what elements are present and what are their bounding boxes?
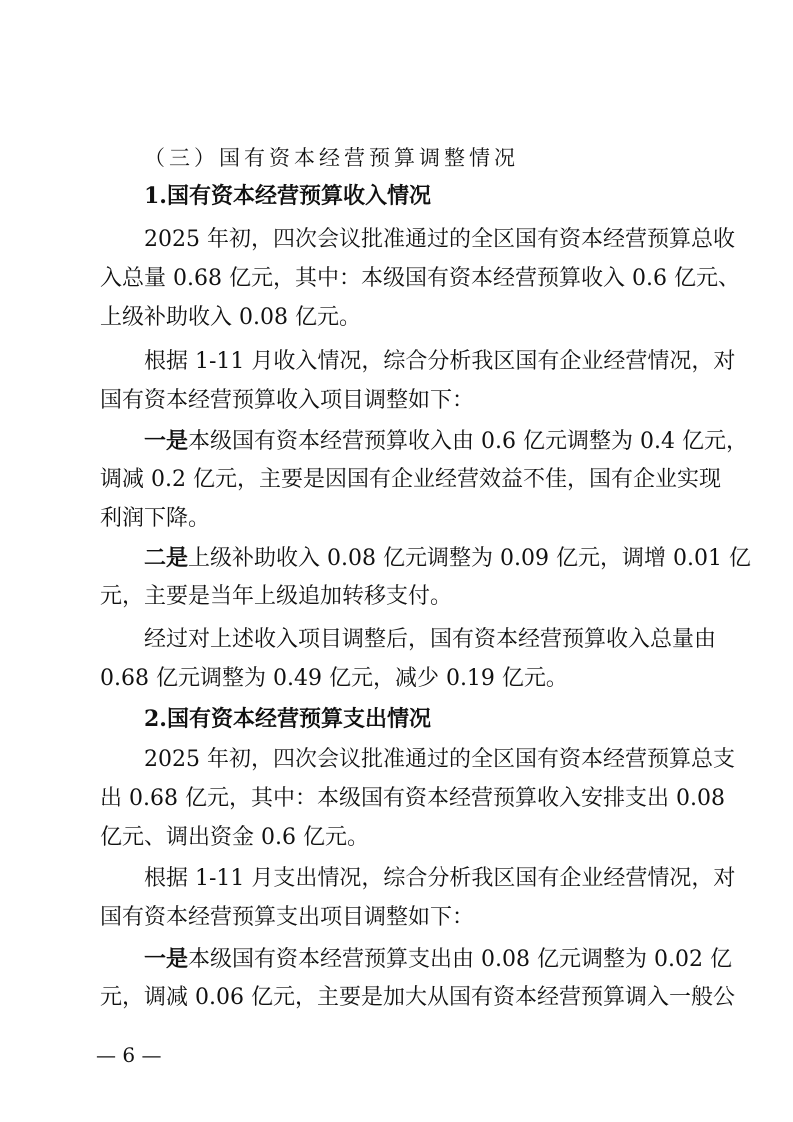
part1-item1-line3: 利润下降。 xyxy=(100,506,211,531)
part2-para2-line1: 根据 1-11 月支出情况，综合分析我区国有企业经营情况，对 xyxy=(144,866,736,891)
item-text: 本级国有资本经营预算收入由 0.6 亿元调整为 0.4 亿元， xyxy=(188,429,748,454)
item-text: 本级国有资本经营预算支出由 0.08 亿元调整为 0.02 亿 xyxy=(188,947,732,972)
part1-para2-line1: 根据 1-11 月收入情况，综合分析我区国有企业经营情况，对 xyxy=(144,349,736,374)
item-lead: 一是 xyxy=(144,946,189,972)
part1-item2-line1 xyxy=(144,539,751,577)
part1-item1-line2: 调减 0.2 亿元，主要是因国有企业经营效益不佳，国有企业实现 xyxy=(100,467,721,492)
part1-para3-line1: 经过对上述收入项目调整后，国有资本经营预算收入总量由 xyxy=(144,627,717,652)
part2-heading: 2.国有资本经营预算支出情况 xyxy=(144,706,431,732)
item-lead: 二是 xyxy=(144,545,189,571)
section-title: （三）国有资本经营预算调整情况 xyxy=(144,146,519,170)
item-lead: 一是 xyxy=(144,428,189,454)
part1-item2-line2: 元，主要是当年上级追加转移支付。 xyxy=(100,584,453,609)
part1-heading: 1.国有资本经营预算收入情况 xyxy=(144,183,431,209)
part1-para1-line3: 上级补助收入 0.08 亿元。 xyxy=(100,305,361,330)
page-number: — 6 — xyxy=(96,1043,162,1067)
part1-para3-line2: 0.68 亿元调整为 0.49 亿元，减少 0.19 亿元。 xyxy=(100,666,568,691)
part2-para1-line2: 出 0.68 亿元，其中：本级国有资本经营预算收入安排支出 0.08 xyxy=(100,786,725,811)
part2-item1-line1 xyxy=(144,940,732,978)
part1-para1-line2: 入总量 0.68 亿元，其中：本级国有资本经营预算收入 0.6 亿元、 xyxy=(100,266,740,291)
part1-para1-line1: 2025 年初，四次会议批准通过的全区国有资本经营预算总收 xyxy=(144,227,735,252)
part2-para2-line2: 国有资本经营预算支出项目调整如下： xyxy=(100,905,475,930)
part2-para1-line3: 亿元、调出资金 0.6 亿元。 xyxy=(100,825,369,850)
part1-para2-line2: 国有资本经营预算收入项目调整如下： xyxy=(100,388,475,413)
part2-para1-line1: 2025 年初，四次会议批准通过的全区国有资本经营预算总支 xyxy=(144,747,735,772)
part1-item1-line1 xyxy=(144,422,748,460)
part2-item1-line2: 元，调减 0.06 亿元，主要是加大从国有资本经营预算调入一般公 xyxy=(100,985,735,1010)
item-text: 上级补助收入 0.08 亿元调整为 0.09 亿元，调增 0.01 亿 xyxy=(188,546,751,571)
